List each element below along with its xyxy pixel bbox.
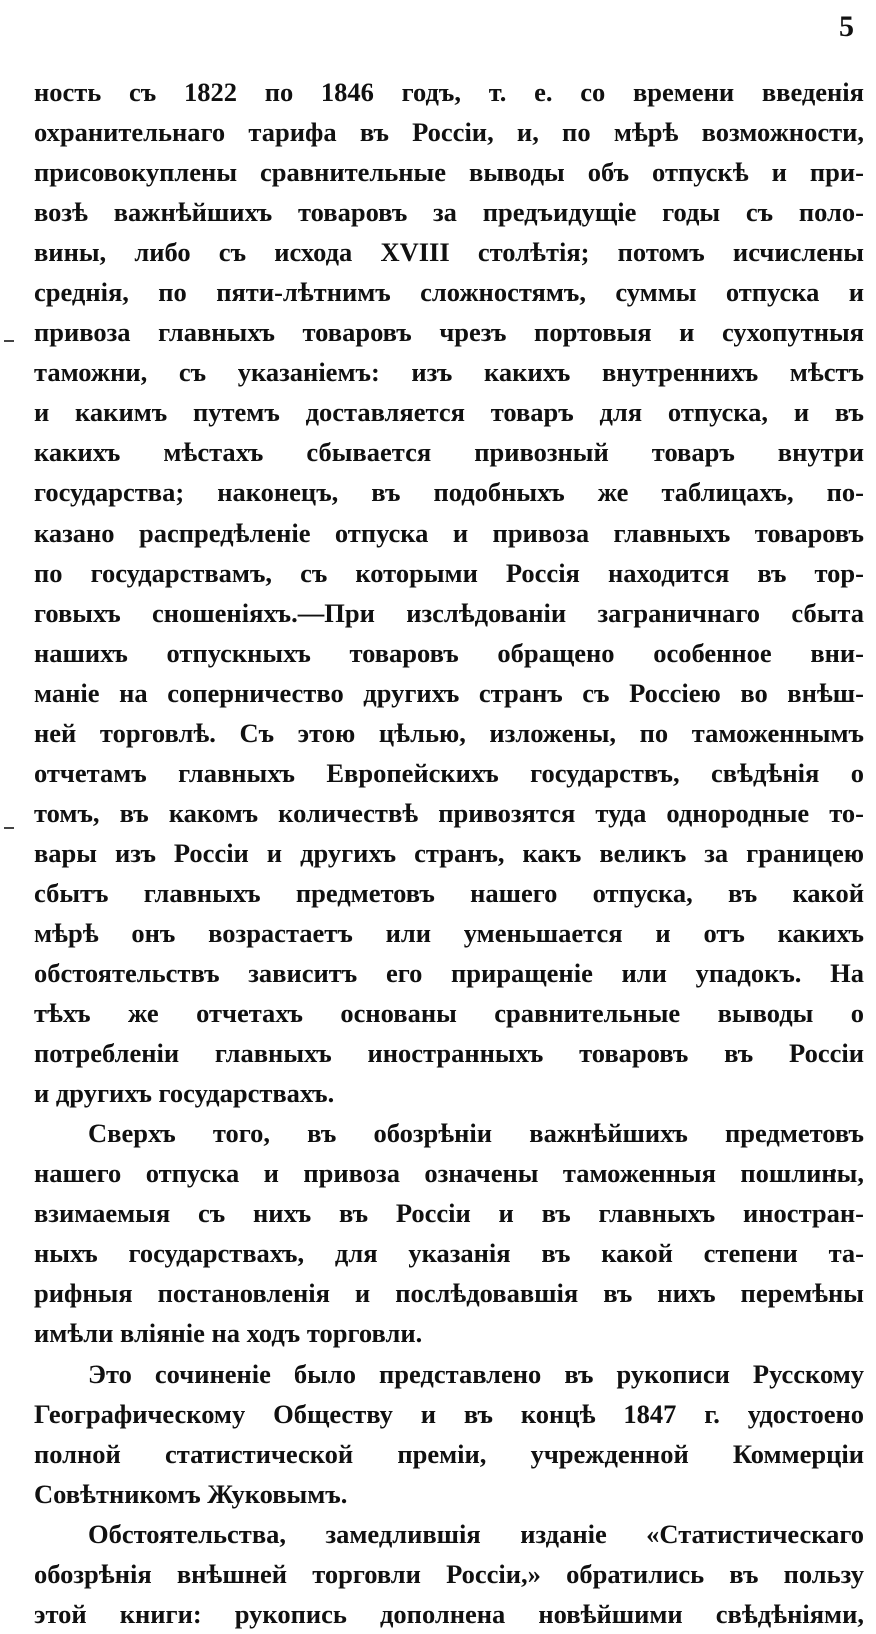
text-line: государства; наконецъ, въ подобныхъ же таблицахъ, по- (34, 477, 864, 508)
text-line: ней торговлѣ. Съ этою цѣлью, изложены, по таможеннымъ (34, 717, 864, 748)
body-text (34, 72, 864, 1634)
text-line: казано распредѣленіе отпуска и привоза главныхъ товаровъ (34, 517, 864, 548)
text-line: присовокуплены сравнительные выводы объ отпускѣ и при- (34, 157, 864, 188)
text-line: нашего отпуска и привоза означены таможенныя пошлины, (34, 1158, 864, 1189)
text-line: по государствамъ, съ которыми Россія находится въ тор- (34, 557, 864, 588)
text-line: вары изъ Россіи и другихъ странъ, какъ великъ за границею (34, 837, 864, 868)
text-line: возѣ важнѣйшихъ товаровъ за предъидущіе годы съ поло- (34, 197, 864, 228)
text-line: охранительнаго тарифа въ Россіи, и, по мѣрѣ возможности, (34, 117, 864, 148)
text-line: мѣрѣ онъ возрастаетъ или уменьшается и отъ какихъ (34, 917, 864, 948)
text-line: и какимъ путемъ доставляется товаръ для отпуска, и въ (34, 397, 864, 428)
text-line: отчетамъ главныхъ Европейскихъ государствъ, свѣдѣнія о (34, 757, 864, 788)
text-line: какихъ мѣстахъ сбывается привозный товаръ внутри (34, 437, 864, 468)
text-line: нашихъ отпускныхъ товаровъ обращено особенное вни- (34, 637, 864, 668)
text-line: таможни, съ указаніемъ: изъ какихъ внутреннихъ мѣстъ (34, 357, 864, 388)
text-line: среднія, по пяти-лѣтнимъ сложностямъ, суммы отпуска и (34, 277, 864, 308)
text-line: ныхъ государствахъ, для указанія въ какой степени та- (34, 1238, 864, 1269)
text-line: привоза главныхъ товаровъ чрезъ портовыя и сухопутныя (34, 317, 864, 348)
text-line: этой книги: рукопись дополнена новѣйшими свѣдѣніями, (34, 1598, 864, 1629)
text-line: имѣли вліяніе на ходъ торговли. (34, 1318, 423, 1349)
text-line: Это сочиненіе было представлено въ рукописи Русскому (88, 1358, 864, 1389)
text-line: тѣхъ же отчетахъ основаны сравнительные выводы о (34, 998, 864, 1029)
text-line: Географическому Обществу и въ концѣ 1847 г. удостоено (34, 1398, 864, 1429)
margin-mark (4, 827, 14, 829)
text-line: обозрѣнія внѣшней торговли Россіи,» обратились въ пользу (34, 1558, 864, 1589)
page-number: 5 (839, 10, 854, 43)
text-line: рифныя постановленія и послѣдовавшія въ нихъ перемѣны (34, 1278, 864, 1309)
text-line: говыхъ сношеніяхъ.—При изслѣдованіи заграничнаго сбыта (34, 597, 864, 628)
text-line: Совѣтникомъ Жуковымъ. (34, 1478, 348, 1509)
text-line: вины, либо съ исхода XVIII столѣтія; потомъ исчислены (34, 237, 864, 268)
margin-mark (4, 340, 14, 342)
text-line: сбытъ главныхъ предметовъ нашего отпуска, въ какой (34, 877, 864, 908)
text-line: маніе на соперничество другихъ странъ съ Россіею во внѣш- (34, 677, 864, 708)
text-line: томъ, въ какомъ количествѣ привозятся туда однородные то- (34, 797, 864, 828)
text-line: Сверхъ того, въ обозрѣніи важнѣйшихъ предметовъ (88, 1118, 864, 1149)
text-line: обстоятельствъ зависитъ его приращеніе или упадокъ. На (34, 958, 864, 989)
text-line: ность съ 1822 по 1846 годъ, т. е. со времени введенія (34, 77, 864, 107)
text-line: взимаемыя съ нихъ въ Россіи и въ главныхъ иностран- (34, 1198, 864, 1229)
text-line: и другихъ государствахъ. (34, 1078, 335, 1109)
text-line: потребленіи главныхъ иностранныхъ товаровъ въ Россіи (34, 1038, 864, 1069)
text-line: полной статистической преміи, учрежденной Коммерціи (34, 1438, 864, 1469)
text-line: Обстоятельства, замедлившія изданіе «Статистическаго (88, 1518, 864, 1549)
